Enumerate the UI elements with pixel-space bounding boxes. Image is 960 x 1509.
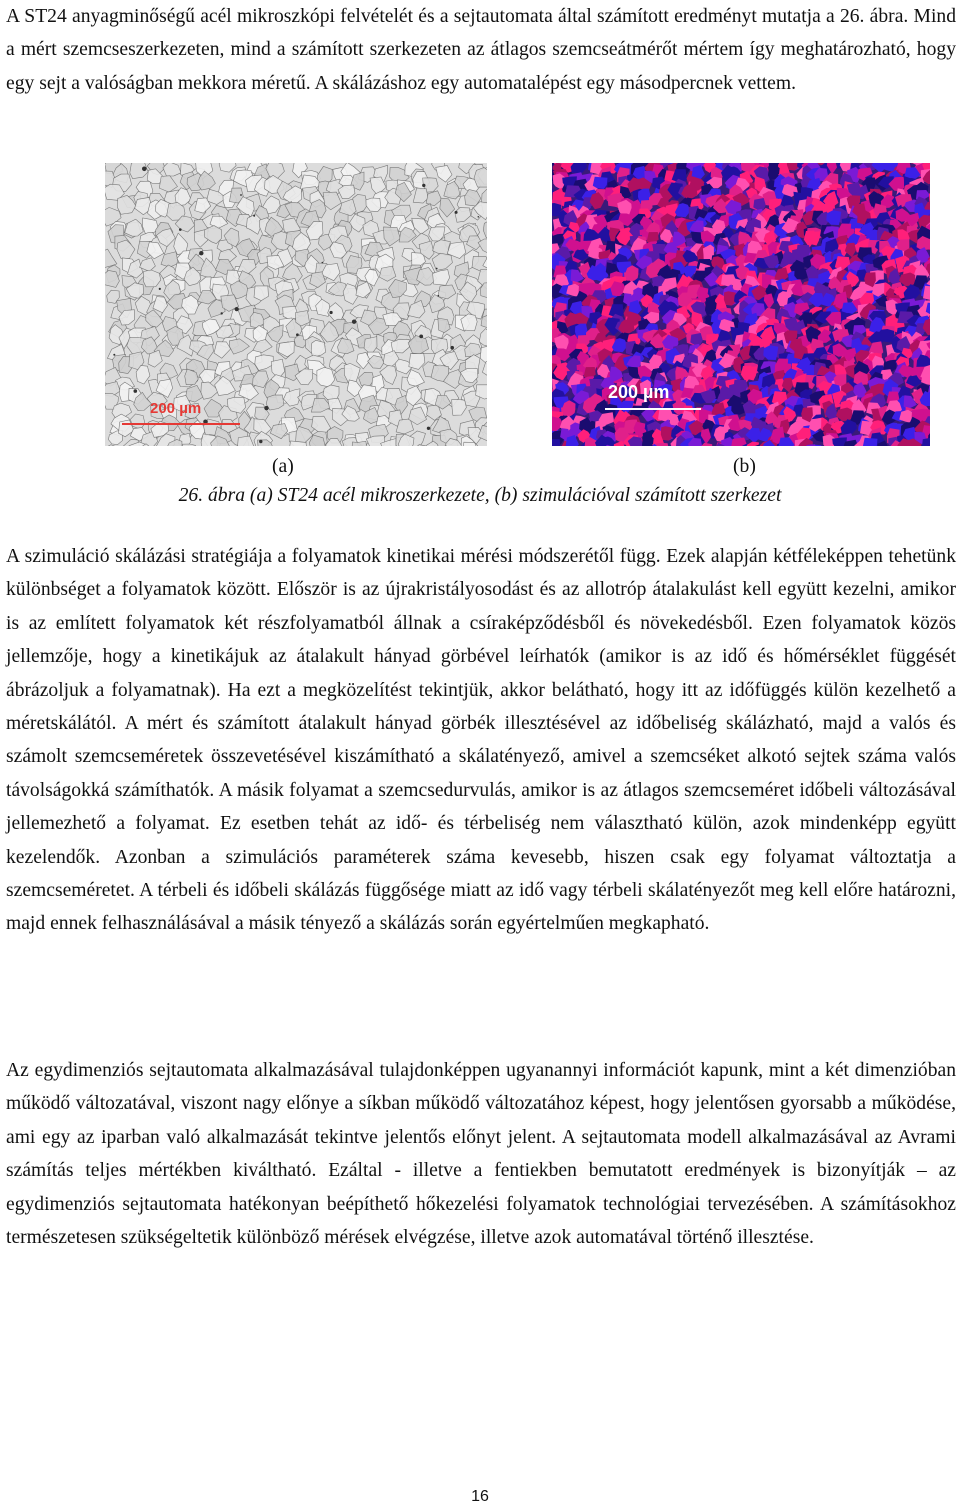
scale-bar-label-b: 200 µm [608,382,670,402]
scale-bar-a [122,423,240,425]
subfigure-label-b: (b) [733,456,756,477]
simulation-cell-pattern [552,163,930,446]
subfigure-label-a: (a) [272,456,294,477]
scale-bar-b [605,408,701,410]
intro-paragraph: A ST24 anyagminőségű acél mikroszkópi felvételét és a sejtautomata által számított eredményt mutatja a 26. ábra. Mind a mért szemcseszerkezeten, mind a számított szerkezeten az átlagos szemcseátmérőt mértem így meghatározható, hogy egy sejt a valóságban mekkora méretű. A skálázáshoz egy automatalépést egy másodpercnek vettem. [6,6,956,94]
simulation-image [552,163,930,446]
scale-bar-label-a: 200 µm [150,400,202,417]
figure-26 [0,160,960,450]
scaling-paragraph: A szimuláció skálázási stratégiája a folyamatok kinetikai mérési módszerétől függ. Ezek alapján kétféleképpen tehetünk különbséget a folyamatok között. Először is az újrakristályosodást és az allotróp átalakulást kell együtt kezelni, amikor is az említett folyamatok két részfolyamatból állnak a csíraképződésből és növekedésből. Ezen folyamatok közös jellemzője, hogy a kinetikájuk az átalakult hányad görbével leírhatók (amikor is az idő és hőmérséklet függését ábrázoljuk a folyamatnak). Ha ezt a megközelítést tekintjük, akkor belátható, hogy itt az időfüggés külön kezelhető a méretskálától. A mért és számított átalakult hányad görbék illesztésével az időbeliség skálázható, majd a valós és számolt szemcseméretek összevetésével kiszámítható a skálatényező, amivel a szemcséket alkotó sejtek száma valós távolságokká számíthatók. A másik folyamat a szemcsedurvulás, amikor is az átlagos szemcseméret időbeli változásával jellemezhető a folyamat. Ez esetben tehát az idő- és térbeliség nem választható külön, azok mindenképp együtt kezelendők. Azonban a szimulációs paraméterek száma kevesebb, hiszen csak egy folyamat változtatja a szemcseméretet. A térbeli és időbeli skálázás függősége miatt az idő vagy térbeli skálatényezőt meg kell előre határozni, majd ennek felhasználásával a másik tényező a skálázás során egyértelműen megkapható. [6,546,956,935]
conclusion-paragraph: Az egydimenziós sejtautomata alkalmazásával tulajdonképpen ugyanannyi információt kapunk, mint a két dimenzióban működő változatával, viszont nagy előnye a síkban működő változatához képest, hogy jelentősen gyorsabb a működése, ami egy az iparban való alkalmazását tekintve jelentős előnyt jelent. A sejtautomata modell alkalmazásával az Avrami számítás teljes mértékben kiváltható. Ezáltal - illetve a fentiekben bemutatott eredmények is bizonyítják – az egydimenziós sejtautomata hatékonyan beépíthető hőkezelési folyamatok technológiai tervezésében. A számításokhoz természetesen szükségeltetik különböző mérések elvégzése, illetve azok automatával történő illesztése. [6,1060,956,1249]
page-number: 16 [471,1488,489,1505]
figure-caption: 26. ábra (a) ST24 acél mikroszerkezete, (b) szimulációval számított szerkezet [178,485,782,506]
